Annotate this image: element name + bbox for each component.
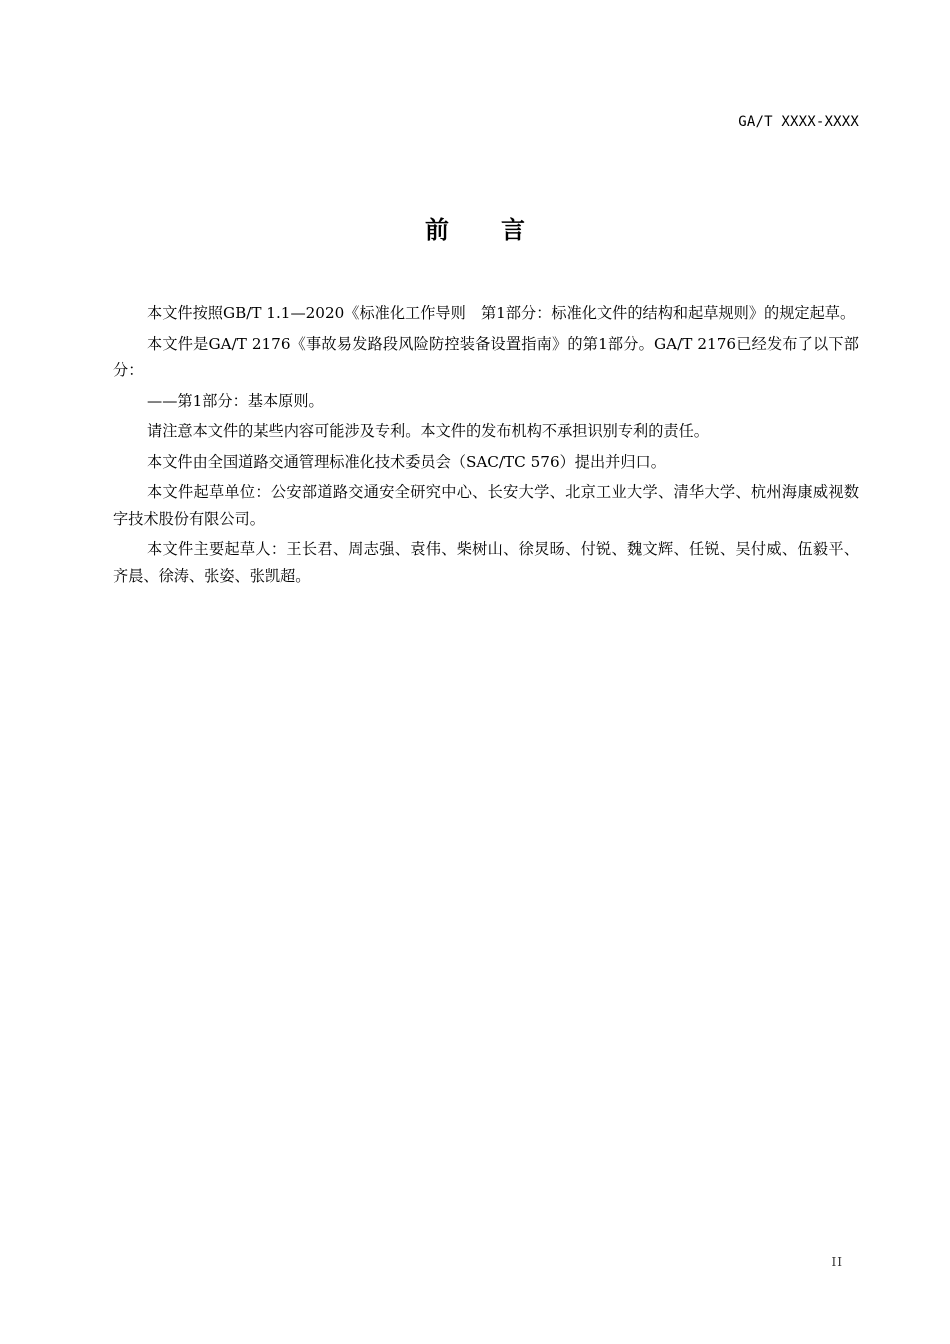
paragraph-patent-notice: 请注意本文件的某些内容可能涉及专利。本文件的发布机构不承担识别专利的责任。 bbox=[147, 422, 709, 440]
page-title bbox=[0, 210, 950, 245]
paragraph-series-info: 本文件是GA/T 2176《事故易发路段风险防控装备设置指南》的第1部分。GA/T 2176已经发布了以下部分： bbox=[113, 334, 859, 379]
paragraph-proposed-by: 本文件由全国道路交通管理标准化技术委员会（SAC/TC 576）提出并归口。 bbox=[147, 452, 666, 471]
paragraph-main-drafters: 本文件主要起草人：王长君、周志强、袁伟、柴树山、徐炅旸、付锐、魏文辉、任锐、吴付威、伍毅平、齐晨、徐涛、张姿、张凯超。 bbox=[113, 540, 859, 585]
page-number: II bbox=[831, 1255, 843, 1269]
paragraph-drafting-organizations: 本文件起草单位：公安部道路交通安全研究中心、长安大学、北京工业大学、清华大学、杭州海康威视数字技术股份有限公司。 bbox=[113, 483, 859, 528]
title-char-2: 言 bbox=[501, 216, 525, 244]
paragraph-drafting-rules: 本文件按照GB/T 1.1—2020《标准化工作导则 第1部分：标准化文件的结构和起草规则》的规定起草。 bbox=[147, 304, 856, 322]
title-char-1: 前 bbox=[425, 216, 449, 244]
document-code: GA/T XXXX-XXXX bbox=[738, 114, 859, 130]
foreword-body bbox=[113, 300, 859, 593]
paragraph-part-list-item: ——第1部分：基本原则。 bbox=[147, 391, 324, 410]
